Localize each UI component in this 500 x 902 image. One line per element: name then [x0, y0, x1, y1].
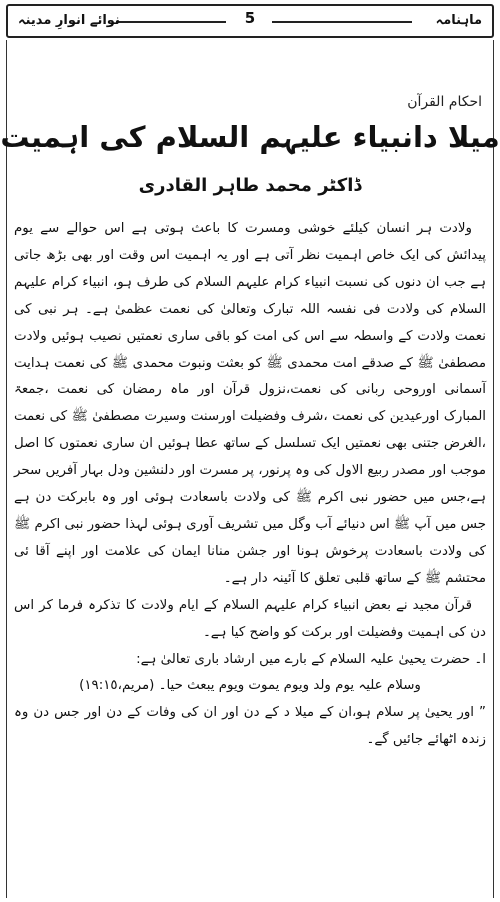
page-number: 5 — [244, 9, 256, 27]
paragraph: ا۔ حضرت یحییٰ علیہ السلام کے بارے میں ارشاد باری تعالیٰ ہے: — [136, 651, 486, 667]
paragraph: ولادت ہر انسان کیلئے خوشی ومسرت کا باعث ہوتی ہے اس حوالے سے یوم پیدائش کی ایک خاص اہمیت نظر آتی ہے اور یہ اہمیت اس وقت اور بھی بڑھ جاتی ہے جب ان دنوں کی نسبت انبیاء کرام علیہم السلام کی طرف ہو، انبیاء کرام علیہم السلام کی ولادت فی نفسہ اللہ تبارک وتعالیٰ کی نعمت عظمیٰ ہے۔ ہر نبی کی نعمت ولادت کے واسطہ سے اس کی امت کو باقی ساری نعمتیں نصیب ہوئیں ولادت مصطفیٰ ﷺ کے صدقے امت محمدی ﷺ کو بعثت ونبوت محمدی ﷺ کی نعمت ہدایت آسمانی اوروحی ربانی کی نعمت،نزول قرآن اور ماہ رمضان کی نعمت ،جمعۃ المبارک اورعیدین کی نعمت ،شرف وفضیلت اورسنت وسیرت مصطفیٰ ﷺ کی نعمت ،الغرض جتنی بھی نعمتیں ایک تسلسل کے ساتھ عطا ہوئیں ان ساری نعمتوں کا اصل موجب اور مصدر ربیع الاول کی وہ پرنور، پر مسرت اور دلنشین ودل بہار آفریں سحر ہے،جس میں حضور نبی اکرم ﷺ کی ولادت باسعادت ہوئی اور وہ بابرکت دن ہے جس میں آپ ﷺ اس دنیائے آب وگل میں تشریف آوری ہوئی لہذا حضور نبی اکرم ﷺ کی ولادت باسعادت پرخوش ہونا اور جشن منانا ایمان کی علامت اور اپنے آقا ئی محتشم ﷺ کے ساتھ قلبی تعلق کا آئینہ دار ہے۔ — [14, 221, 486, 586]
header-rule-right — [272, 21, 412, 23]
publication-name: نوائے انوارِ مدینہ — [18, 13, 120, 28]
article-body — [14, 216, 486, 754]
header-rule-left — [116, 21, 226, 23]
quranic-verse: وسلام علیہ یوم ولد ویوم یموت ویوم یبعث حیا۔ (مریم،١٩:١٥) — [79, 678, 421, 694]
author-name: ڈاکٹر محمد طاہر القادری — [138, 175, 362, 196]
section-label: احکام القرآن — [407, 94, 482, 110]
paragraph: قرآن مجید نے بعض انبیاء کرام علیہم السلام کے ایام ولادت کا تذکرہ فرما کر اس دن کی اہمیت وفضیلت اور برکت کو واضح کیا ہے۔ — [14, 597, 486, 640]
magazine-label: ماہنامہ — [435, 13, 482, 28]
verse-translation: ” اور یحییٰ پر سلام ہو،ان کے میلا د کے دن اور ان کی وفات کے دن اور جس دن وہ زندہ اٹھائے جائیں گے۔ — [14, 705, 486, 748]
page-header — [6, 4, 494, 38]
article-title: میلا دانبیاء علیہم السلام کی اہمیت — [0, 120, 500, 154]
